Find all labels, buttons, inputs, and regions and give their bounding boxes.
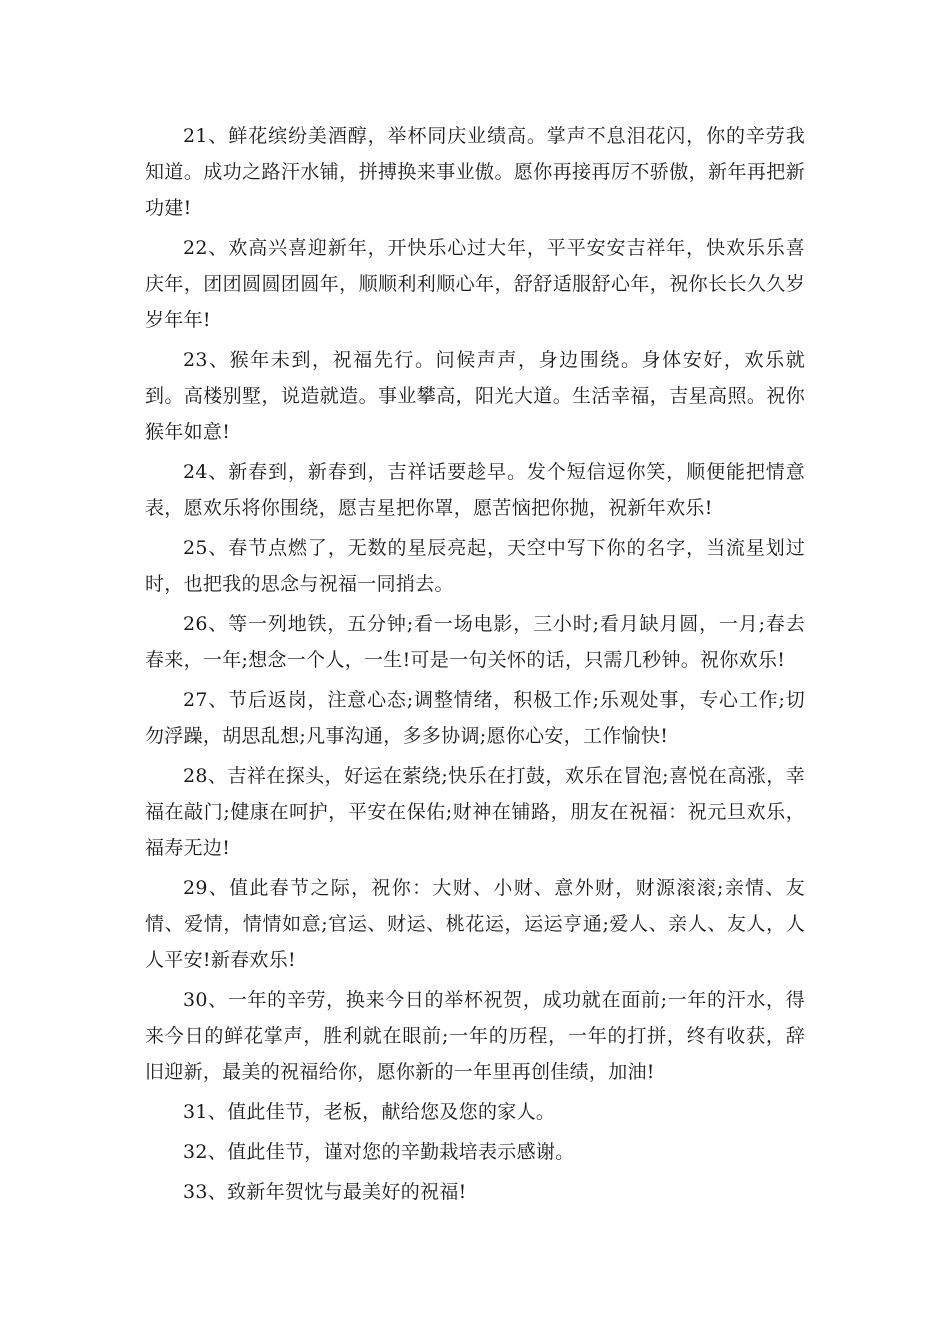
paragraph-21: 21、鲜花缤纷美酒醇，举杯同庆业绩高。掌声不息泪花闪，你的辛劳我知道。成功之路汗水铺，拼搏换来事业傲。愿你再接再厉不骄傲，新年再把新功建!: [145, 125, 805, 219]
paragraph-23: 23、猴年未到，祝福先行。问候声声，身边围绕。身体安好，欢乐就到。高楼别墅，说造就造。事业攀高，阳光大道。生活幸福，吉星高照。祝你猴年如意!: [145, 349, 805, 443]
paragraph-33: 33、致新年贺忱与最美好的祝福!: [183, 1181, 467, 1203]
paragraph-27: 27、节后返岗，注意心态;调整情绪，积极工作;乐观处事，专心工作;切勿浮躁，胡思乱想;凡事沟通，多多协调;愿你心安，工作愉快!: [145, 689, 805, 747]
paragraph-32: 32、值此佳节，谨对您的辛勤栽培表示感谢。: [183, 1141, 575, 1163]
paragraph-29: 29、值此春节之际，祝你：大财、小财、意外财，财源滚滚;亲情、友情、爱情，情情如意;官运、财运、桃花运，运运亨通;爱人、亲人、友人，人人平安!新春欢乐!: [145, 877, 805, 971]
paragraph-25: 25、春节点燃了，无数的星辰亮起，天空中写下你的名字，当流星划过时，也把我的思念与祝福一同捎去。: [145, 537, 805, 595]
paragraph-28: 28、吉祥在探头，好运在萦绕;快乐在打鼓，欢乐在冒泡;喜悦在高涨，幸福在敲门;健康在呵护，平安在保佑;财神在铺路，朋友在祝福：祝元旦欢乐，福寿无边!: [145, 765, 805, 859]
paragraph-30: 30、一年的辛劳，换来今日的举杯祝贺，成功就在面前;一年的汗水，得来今日的鲜花掌声，胜利就在眼前;一年的历程，一年的打拼，终有收获，辞旧迎新，最美的祝福给你，愿你新的一年里再创佳绩，加油!: [145, 989, 805, 1083]
paragraph-24: 24、新春到，新春到，吉祥话要趁早。发个短信逗你笑，顺便能把情意表，愿欢乐将你围绕，愿吉星把你罩，愿苦恼把你抛，祝新年欢乐!: [145, 461, 805, 519]
paragraph-22: 22、欢高兴喜迎新年，开快乐心过大年，平平安安吉祥年，快欢乐乐喜庆年，团团圆圆团圆年，顺顺利利顺心年，舒舒适服舒心年，祝你长长久久岁岁年年!: [145, 237, 805, 331]
paragraph-31: 31、值此佳节，老板，献给您及您的家人。: [183, 1101, 556, 1123]
paragraph-26: 26、等一列地铁，五分钟;看一场电影，三小时;看月缺月圆，一月;春去春来，一年;想念一个人，一生!可是一句关怀的话，只需几秒钟。祝你欢乐!: [145, 613, 805, 671]
document-body: [145, 118, 805, 1214]
